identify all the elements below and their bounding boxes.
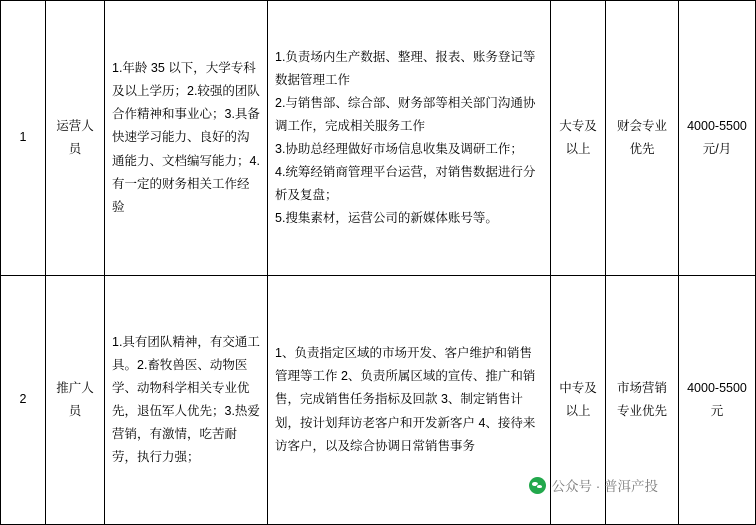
duty-line: 1.负责场内生产数据、整理、报表、账务登记等数据管理工作 bbox=[275, 49, 536, 87]
row-index: 2 bbox=[1, 276, 46, 525]
row-index: 1 bbox=[1, 1, 46, 276]
duty-line: 1、负责指定区域的市场开发、客户维护和销售管理等工作 2、负责所属区域的宣传、推广和销售，完成销售任务指标及回款 3、制定销售计划，按计划拜访老客户和开发新客户 4、接待来访客户，以及综合协调日常销售事务 bbox=[275, 346, 536, 453]
requirement-line: 1.年龄 35 以下，大学专科及以上学历；2.较强的团队合作精神和事业心；3.具备快速学习能力、良好的沟通能力、文档编写能力；4.有一定的财务相关工作经验 bbox=[112, 61, 260, 214]
table-row bbox=[1, 276, 756, 525]
table-row bbox=[1, 1, 756, 276]
salary-range: 4000-5500 元/月 bbox=[679, 1, 756, 276]
requirements-cell bbox=[105, 1, 268, 276]
education-requirement: 中专及以上 bbox=[551, 276, 606, 525]
duty-line: 4.统筹经销商管理平台运营，对销售数据进行分析及复盘； bbox=[275, 165, 536, 203]
duties-cell bbox=[268, 276, 551, 525]
duty-line: 5.搜集素材，运营公司的新媒体账号等。 bbox=[275, 211, 498, 226]
education-requirement: 大专及以上 bbox=[551, 1, 606, 276]
requirement-line: 1.具有团队精神，有交通工具。2.畜牧兽医、动物医学、动物科学相关专业优先，退伍军人优先；3.热爱营销，有激情，吃苦耐劳，执行力强； bbox=[112, 334, 260, 465]
watermark-text: 公众号 · 普洱产投 bbox=[551, 479, 658, 494]
salary-range: 4000-5500 元 bbox=[679, 276, 756, 525]
major-requirement: 财会专业优先 bbox=[606, 1, 679, 276]
position-name: 运营人员 bbox=[46, 1, 105, 276]
duty-line: 3.协助总经理做好市场信息收集及调研工作； bbox=[275, 142, 523, 156]
major-requirement: 市场营销专业优先 bbox=[606, 276, 679, 525]
requirements-cell bbox=[105, 276, 268, 525]
position-name: 推广人员 bbox=[46, 276, 105, 525]
duties-cell bbox=[268, 1, 551, 276]
duty-line: 2.与销售部、综合部、财务部等相关部门沟通协调工作，完成相关服务工作 bbox=[275, 95, 536, 133]
